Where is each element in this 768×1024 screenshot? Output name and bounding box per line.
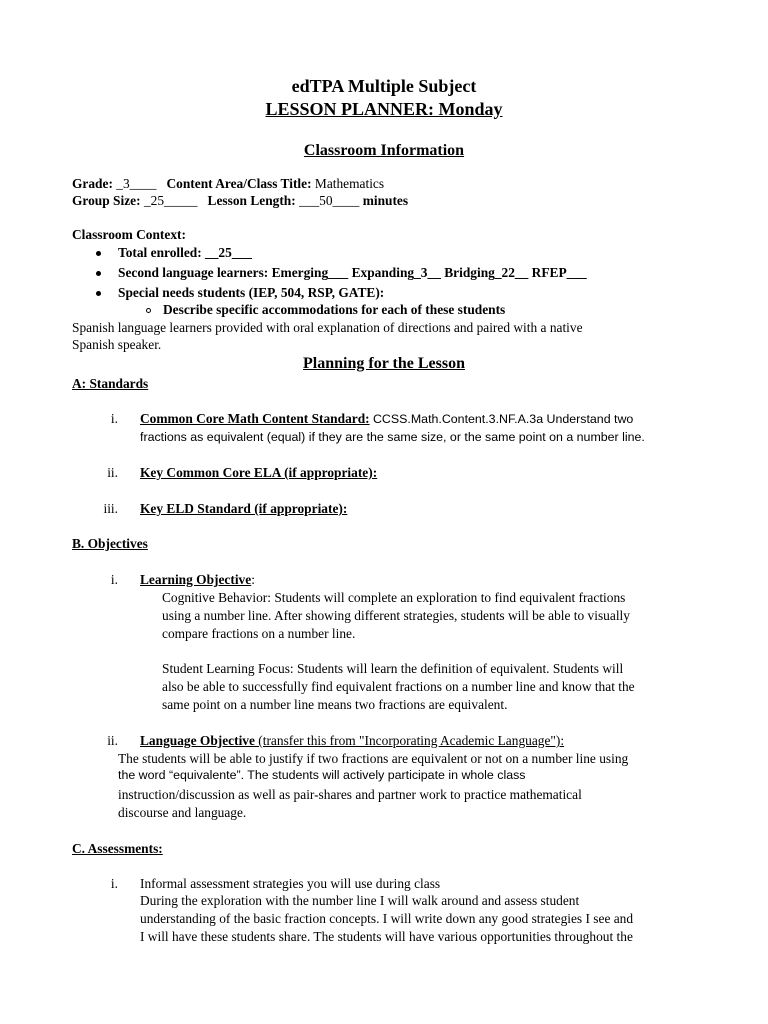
list-number: iii. [103, 501, 118, 516]
informal-assessment-title: Informal assessment strategies you will use during class [140, 876, 441, 891]
language-objective-heading [140, 733, 564, 749]
bullet-icon [96, 291, 101, 296]
ela-standard-label: Key Common Core ELA (if appropriate): [140, 465, 378, 480]
cognitive-behavior-text: Cognitive Behavior: Students will complete an exploration to find equivalent fractions [162, 590, 626, 605]
language-objective-label: Language Objective [140, 733, 255, 748]
language-objective-text: the word “equivalente”. The students will actively participate in whole class [118, 768, 526, 782]
group-size-label: Group Size: [72, 193, 141, 208]
objectives-heading: B. Objectives [72, 536, 148, 551]
accommodations-prompt: Describe specific accommodations for each of these students [163, 302, 506, 317]
document-subtitle: LESSON PLANNER: Monday [265, 99, 503, 119]
list-number: i. [110, 411, 118, 426]
learning-objective-label: Learning Objective [140, 572, 252, 587]
language-objective-note: (transfer this from "Incorporating Academic Language"): [254, 733, 565, 748]
planning-heading: Planning for the Lesson [303, 355, 465, 372]
informal-assessment-text: understanding of the basic fraction concepts. I will write down any good strategies I see and [140, 911, 634, 926]
math-standard-text: CCSS.Math.Content.3.NF.A.3a Understand two [372, 412, 634, 426]
accommodations-text: Spanish language learners provided with oral explanation of directions and paired with a native [72, 320, 583, 335]
group-size-row [72, 193, 408, 209]
informal-assessment-text: During the exploration with the number line I will walk around and assess student [140, 893, 580, 908]
content-area-value: Mathematics [314, 176, 385, 191]
total-enrolled: Total enrolled: __25___ [118, 245, 252, 260]
standards-heading: A: Standards [72, 376, 149, 391]
circle-bullet-icon [146, 308, 151, 313]
learning-objective-heading [140, 572, 255, 588]
list-number: ii. [107, 465, 118, 480]
second-language-learners: Second language learners: Emerging___ Expanding_3__ Bridging_22__ RFEP___ [118, 265, 587, 280]
cognitive-behavior-text: compare fractions on a number line. [162, 626, 356, 641]
math-standard [140, 411, 633, 427]
content-area-label: Content Area/Class Title: [166, 176, 312, 191]
learning-focus-text: Student Learning Focus: Students will learn the definition of equivalent. Students will [162, 661, 624, 676]
accommodations-text: Spanish speaker. [72, 337, 162, 352]
list-number: ii. [107, 733, 118, 748]
eld-standard-label: Key ELD Standard (if appropriate): [140, 501, 348, 516]
assessments-heading: C. Assessments: [72, 841, 163, 856]
learning-focus-text: also be able to successfully find equivalent fractions on a number line and know that the [162, 679, 635, 694]
list-number: i. [110, 572, 118, 587]
special-needs-students: Special needs students (IEP, 504, RSP, GATE): [118, 285, 385, 300]
learning-objective-colon: : [251, 572, 255, 587]
grade-value: _3____ [116, 176, 157, 191]
bullet-icon [96, 271, 101, 276]
list-number: i. [110, 876, 118, 891]
document-title: edTPA Multiple Subject [291, 76, 477, 96]
lesson-length-value: ___50____ [299, 193, 360, 208]
cognitive-behavior-text: using a number line. After showing different strategies, students will be able to visually [162, 608, 630, 623]
group-size-value: _25_____ [143, 193, 198, 208]
grade-label: Grade: [72, 176, 113, 191]
bullet-icon [96, 251, 101, 256]
informal-assessment-text: I will have these students share. The students will have various opportunities throughout the [140, 929, 633, 944]
learning-focus-text: same point on a number line means two fractions are equivalent. [162, 697, 508, 712]
classroom-info-heading: Classroom Information [303, 142, 465, 159]
language-objective-text: discourse and language. [118, 805, 247, 820]
grade-row [72, 176, 384, 192]
classroom-context-label: Classroom Context: [72, 227, 186, 242]
math-standard-text: fractions as equivalent (equal) if they are the same size, or the same point on a number line. [140, 430, 645, 444]
math-standard-label: Common Core Math Content Standard: [140, 411, 370, 426]
lesson-length-label: Lesson Length: [207, 193, 296, 208]
language-objective-text: instruction/discussion as well as pair-shares and partner work to practice mathematical [118, 787, 582, 802]
lesson-length-unit: minutes [362, 193, 409, 208]
language-objective-text: The students will be able to justify if two fractions are equivalent or not on a number line using [118, 751, 629, 766]
